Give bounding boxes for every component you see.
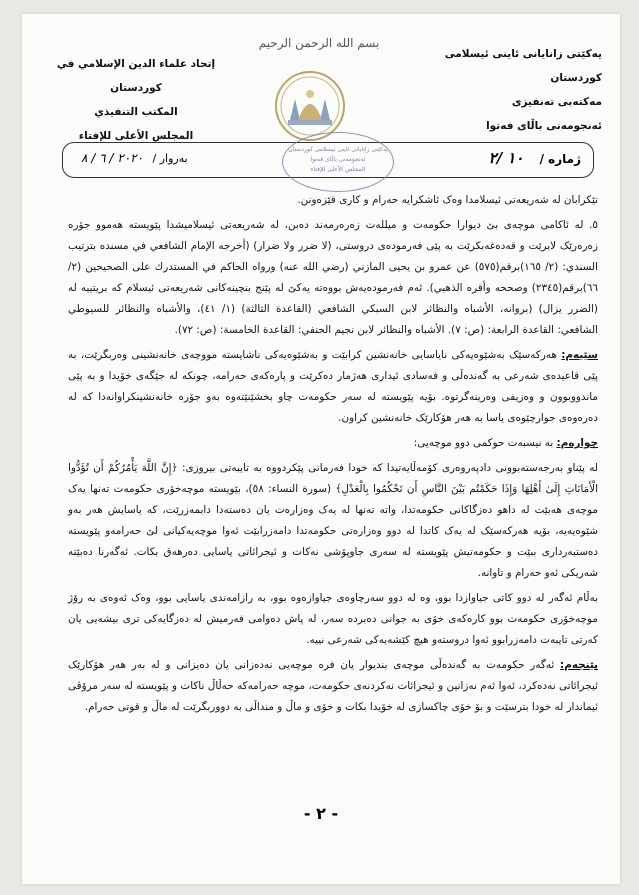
- reference-date: [81, 151, 188, 165]
- section-label-three: سێیەم:: [561, 349, 598, 361]
- paragraph-four-text: بە نیسبەت حوکمی دوو موچەیی:: [413, 437, 557, 449]
- paragraph-justice-text-a: لە پێناو بەرجەستەبوونی دادپەروەری کۆمەڵایەتیدا کە خودا فەرمانی پێکردووە بە تایبەتی بیروزی:: [177, 462, 598, 474]
- paragraph-three: [68, 345, 598, 429]
- basmala-calligraphy: بسم الله الرحمن الرحيم: [258, 36, 380, 50]
- page-number: - ٢ -: [303, 804, 339, 823]
- fatwa-body: [68, 190, 598, 722]
- paragraph-exception: بەڵام ئەگەر لە دوو کاتی جیاوازدا بوو، وە لە دوو سەرچاوەی جیاوازەوە بوو، بە رازامەندی یاسایی بوو، وەک ئەوەی بە رۆژ موچەخۆری حکومەت بوو کارەکەی خۆی بە جوانی دەبردە سەر، لە پاش دەوامی فەرمیش لە دەزگایەکی تری بیشەیی یان کەرتی تایبەت دامەزرابوو ئەوا دروستەو هیچ کێشەیەکی شەرعی نییە.: [68, 592, 598, 646]
- stamp-line-1: یەکێتی زانایانی ئاینی ئیسلامی کوردستان: [288, 146, 388, 153]
- reference-number-value: ١٠ /٢: [488, 149, 524, 167]
- paragraph-justice-text-b: (سورة النساء: ٥٨)، بێویستە موچەخۆری حکومەت تەنها یەک موچەی هەبێت لە داهو دەزگاکانی حکومەتدا، واتە تەنها لە یەک وەزارەت یان دەستەدا دابمەزرێت، کە یاسایش هەر بەو شێوەیەیە، بۆیە هەرکەسێک لە یەک کاتدا لە دوو وەزارەتی حکومەتدا دامەزرابێت ئەوا موچەیەکیانی لێ حەرامەو پێویستە دەستبەرداری ببێت و حکومەتیش پێویستە لە سەری جاوپۆشی نەکات و ئیجرائاتی یاسایی دەرهەق بکات. ئەگەرنا دەبێتە شەریکی ئەو حەرام و تاوانە.: [68, 483, 598, 579]
- stamp-line-3: المجلس الأعلى للإفتاء: [310, 166, 366, 173]
- section-label-five: پێنجەم:: [560, 659, 598, 671]
- paragraph-five: ٥. لە ئاکامی موچەی بێ دیوارا حکومەت و میللەت زەرەرمەند دەبن، لە شەریعەتی ئیسلامیشدا پێویستە هەموو جۆرە زەرەرێک لابرێت و قەدەغەبکرێت بە پێی فەرمودەی دروستی، (لا ضرر ولا ضرار) (أخرجه الإمام الشافعي في مسنده بترتيب السندي: (٢/ ١٦٥)برقم(٥٧٥) عن عمرو بن يحيى المازني (رضي الله عنه) ورواه الحاكم في المستدرك على الصحيحين (٢/ ٦٦)برقم(٢٣٤٥) وصححه وأقره الذهبي). ئەم فەرمودەیەش بووەتە یەکێ لە پێنج بنچینەکانی شەریعەتی ئیسلام کە بریتییە لە (الضرر يزال) (بروانە، الأشباه والنظائر لابن السبكي الشافعي (القاعدة الثالثة) (١/ ٤١)، والأشباه والنظائر للسيوطي الشافعي: القاعدة الرابعة: (ص: ٧). الأشباه والنظائر لابن نجيم الحنفي: القاعدة الخامسة: (ص: ٧٢).: [68, 219, 598, 336]
- header-arabic-line-3: المجلس الأعلى للإفتاء: [78, 130, 194, 142]
- paragraph-three-text: هەرکەسێک بەشێوەیەکی نایاسایی خانەنشین کرابێت و بەشێوەیەکی ناشایستە مووچەی خانەنشینی وەربگرێت، بە پێی قاعیدەی شەرعی بە گەندەڵی و فەسادی ئیداری هەژمار دەکرێت و پارەکەی حەرامە، چونکە لە جێگەی خۆیدا و بە پێی ماندووبوون و وەزیفی وەرینەگرتوە. بۆیە پێویستە لە سەر حکومەت چاو بخشێنێتەوە بەو جۆرە خانەنشینکراوانەدا کە لە دەرەوەی جوارچێوەی یاسا بە هەر هۆکارێک خانەنشین کراون.: [68, 349, 598, 424]
- header-arabic-block: [36, 52, 236, 148]
- paragraph-justice: [68, 458, 598, 584]
- page-number-value: ٢: [316, 804, 326, 823]
- quran-verse: ﴿إِنَّ اللَّهَ يَأْمُرُكُمْ أَن تُؤَدُّوا الْأَمَانَاتِ إِلَىٰ أَهْلِهَا وَإِذَا حَكَمْتُم بَيْنَ النَّاسِ أَن تَحْكُمُوا بِالْعَدْلِ﴾: [68, 462, 598, 495]
- stamp-line-2: ئەنجومەنی باڵای فەتوا: [310, 156, 366, 163]
- header-kurdish-line-3: ئەنجومەنی باڵای فەتوا: [486, 120, 602, 132]
- header-kurdish-block: [432, 42, 602, 138]
- section-label-four: چوارەم:: [556, 437, 598, 449]
- paragraph-five-b-text: ئەگەر حکومەت بە گەندەڵی موچەی بندیوار یان فرە موچەیی نەدەزانی یان دەیزانی و لە بەر هەر هۆکارێک ئیجرائاتی نەدەکرد، ئەوا ئەم نەزانین و ئیجرائات نەکردنەی حکومەت، موچە حەرامەکە حەڵاڵ ناکات و پێویستە لە سەر مرۆڤی ئیماندار لە خودا بترسێت و بۆ خۆی چاکسازی لە خۆیدا بکات و خۆی و ماڵ و منداڵی بە دووربگرێت لە ماڵ و قوتی حەرام.: [68, 659, 598, 713]
- header-arabic-line-2: المكتب التنفيذي: [94, 106, 178, 118]
- reference-date-value: ٢٠٢٠ / ٦ / ٨: [81, 151, 144, 165]
- document-page: [22, 14, 620, 884]
- paragraph-five-b: [68, 655, 598, 718]
- header-kurdish-line-1: یەکێتی زانایانی ئاینی ئیسلامی کوردستان: [444, 48, 602, 84]
- reference-number-label: ژمارە /: [539, 152, 581, 166]
- paragraph-four: [68, 433, 598, 454]
- reference-number: [489, 149, 581, 167]
- header-arabic-line-1: إتحاد علماء الدين الإسلامي في كوردستان: [56, 58, 216, 94]
- official-stamp: [282, 132, 394, 192]
- paragraph-intro: تێکرابان لە شەریعەتی ئیسلامدا وەک ئاشکرایە حەرام و کاری قێزەونن.: [297, 194, 598, 206]
- header-kurdish-line-2: مەکتەبی تەنفیزی: [511, 96, 602, 108]
- reference-date-label: بەروار /: [152, 152, 188, 165]
